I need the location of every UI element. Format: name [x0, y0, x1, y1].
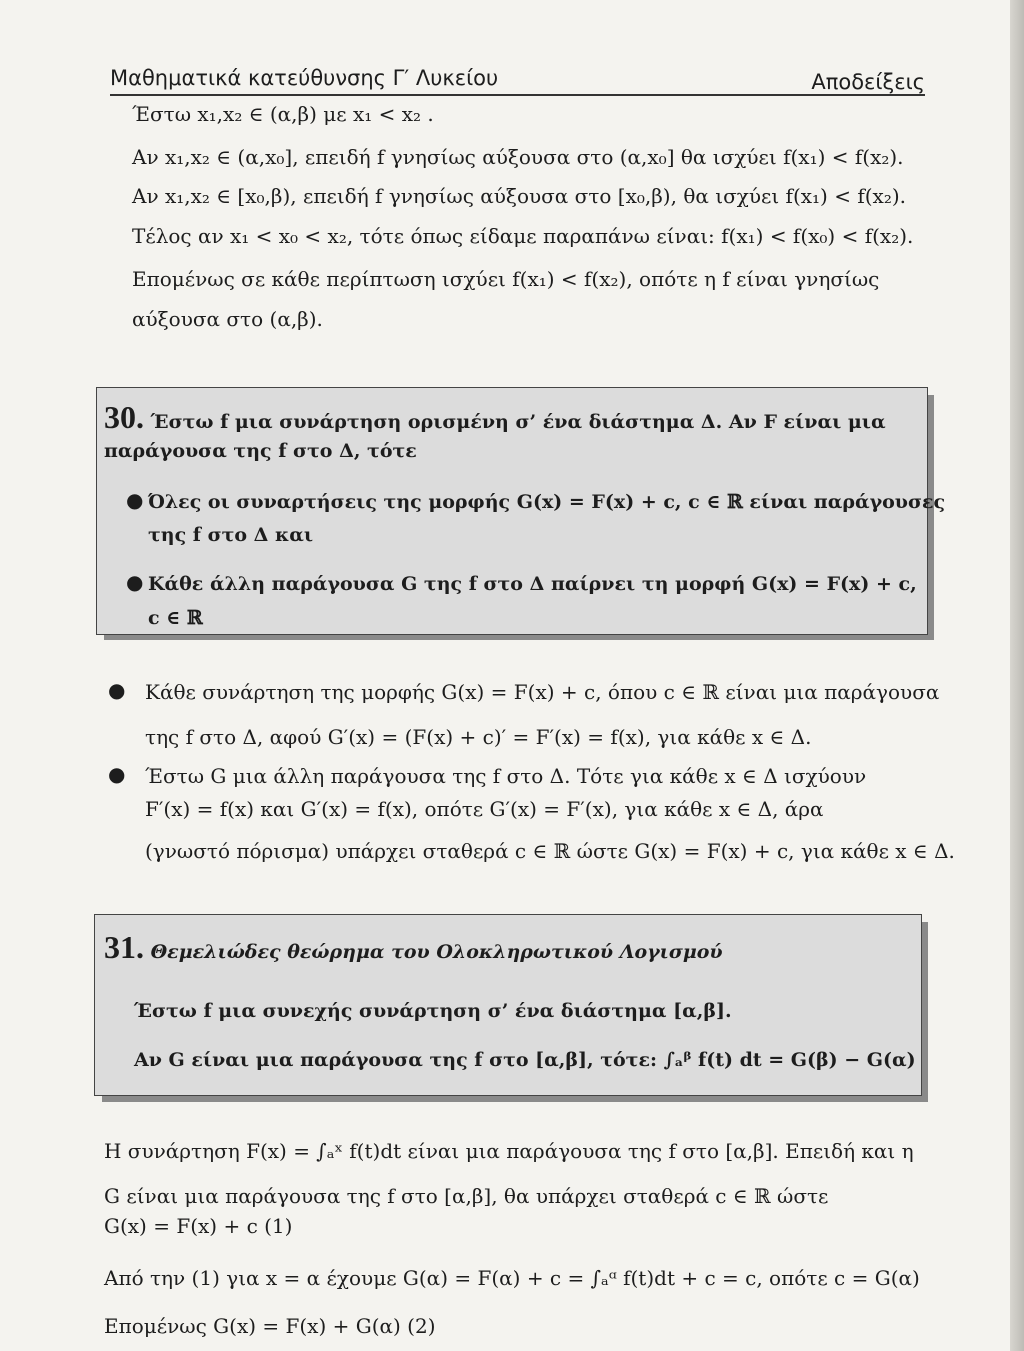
- header-title: Μαθηματικά κατεύθυνσης Γ′ Λυκείου: [110, 66, 499, 90]
- theorem30-text1: Έστω f μια συνάρτηση ορισμένη σ’ ένα διάστημα Δ. Αν F είναι μια: [150, 411, 886, 433]
- bullet-dot: ●: [126, 488, 144, 512]
- proof30-p2a: Έστω G μια άλλη παράγουσα της f στο Δ. Τότε για κάθε x ∈ Δ ισχύουν: [145, 764, 867, 788]
- intro-line-6: αύξουσα στο (α,β).: [132, 307, 323, 331]
- intro-line-2: Αν x₁,x₂ ∈ (α,x₀], επειδή f γνησίως αύξουσα στο (α,x₀] θα ισχύει f(x₁) < f(x₂).: [132, 145, 904, 169]
- theorem31-number: 31.: [104, 929, 144, 965]
- page-header: [110, 64, 925, 96]
- theorem30-bullet1b: της f στο Δ και: [148, 524, 314, 546]
- proof31-l1: Η συνάρτηση F(x) = ∫ₐˣ f(t)dt είναι μια παράγουσα της f στο [α,β]. Επειδή και η: [104, 1139, 914, 1163]
- proof30-p1a: Κάθε συνάρτηση της μορφής G(x) = F(x) + c, όπου c ∈ ℝ είναι μια παράγουσα: [145, 680, 940, 704]
- intro-line-4: Τέλος αν x₁ < x₀ < x₂, τότε όπως είδαμε παραπάνω είναι: f(x₁) < f(x₀) < f(x₂).: [132, 224, 914, 248]
- theorem31-title: Θεμελιώδες θεώρημα του Ολοκληρωτικού Λογισμού: [150, 941, 723, 963]
- theorem31-title-line: [104, 929, 723, 966]
- proof31-l3: G(x) = F(x) + c (1): [104, 1214, 293, 1238]
- theorem30-number: 30.: [104, 399, 144, 435]
- proof30-p2b: F′(x) = f(x) και G′(x) = f(x), οπότε G′(x) = F′(x), για κάθε x ∈ Δ, άρα: [145, 797, 824, 821]
- proof30-p2c: (γνωστό πόρισμα) υπάρχει σταθερά c ∈ ℝ ώστε G(x) = F(x) + c, για κάθε x ∈ Δ.: [145, 839, 955, 863]
- theorem30-bullet1a: Όλες οι συναρτήσεις της μορφής G(x) = F(x) + c, c ∈ ℝ είναι παράγουσες: [148, 491, 946, 513]
- bullet-dot: ●: [126, 570, 144, 594]
- theorem30-line2: παράγουσα της f στο Δ, τότε: [104, 440, 417, 462]
- bullet-dot: ●: [108, 678, 126, 702]
- proof30-p1b: της f στο Δ, αφού G′(x) = (F(x) + c)′ = F′(x) = f(x), για κάθε x ∈ Δ.: [145, 725, 812, 749]
- intro-line-3: Αν x₁,x₂ ∈ [x₀,β), επειδή f γνησίως αύξουσα στο [x₀,β), θα ισχύει f(x₁) < f(x₂).: [132, 184, 906, 208]
- theorem30-line1: [104, 399, 886, 436]
- intro-line-1: Έστω x₁,x₂ ∈ (α,β) με x₁ < x₂ .: [132, 102, 434, 126]
- theorem31-line1: Έστω f μια συνεχής συνάρτηση σ’ ένα διάστημα [α,β].: [134, 1000, 732, 1022]
- header-section: Αποδείξεις: [811, 70, 925, 94]
- proof31-l4: Από την (1) για x = α έχουμε G(α) = F(α) + c = ∫ₐᵅ f(t)dt + c = c, οπότε c = G(α): [104, 1266, 920, 1290]
- page-edge: [1010, 0, 1024, 1351]
- theorem31-line2: Αν G είναι μια παράγουσα της f στο [α,β], τότε: ∫ₐᵝ f(t) dt = G(β) − G(α): [134, 1049, 916, 1071]
- proof31-l5: Επομένως G(x) = F(x) + G(α) (2): [104, 1314, 436, 1338]
- intro-line-5: Επομένως σε κάθε περίπτωση ισχύει f(x₁) < f(x₂), οπότε η f είναι γνησίως: [132, 267, 880, 291]
- theorem30-bullet2a: Κάθε άλλη παράγουσα G της f στο Δ παίρνει τη μορφή G(x) = F(x) + c,: [148, 573, 917, 595]
- theorem30-bullet2b: c ∈ ℝ: [148, 607, 203, 629]
- proof31-l2: G είναι μια παράγουσα της f στο [α,β], θα υπάρχει σταθερά c ∈ ℝ ώστε: [104, 1184, 829, 1208]
- bullet-dot: ●: [108, 762, 126, 786]
